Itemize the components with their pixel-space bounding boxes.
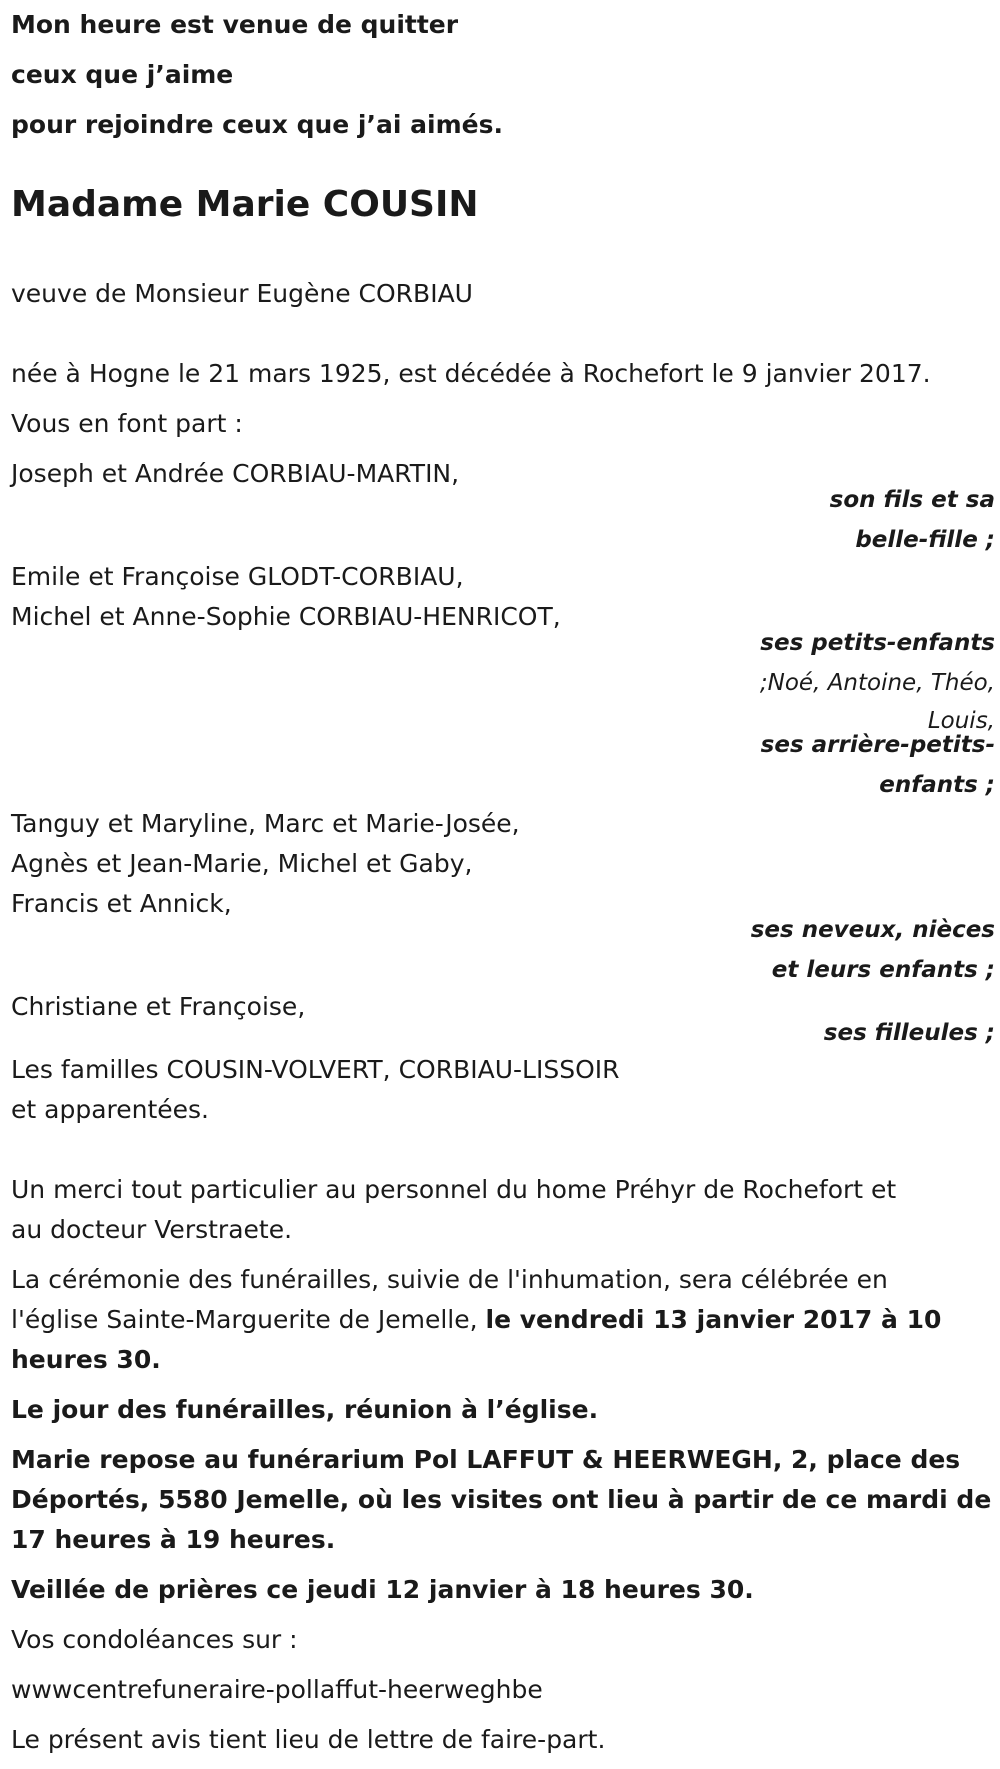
family-grandchild: Michel et Anne-Sophie CORBIAU-HENRICOT, bbox=[11, 602, 561, 631]
role-great-grandchildren: enfants ; bbox=[879, 772, 995, 798]
family-nephews: Francis et Annick, bbox=[11, 889, 232, 918]
ceremony-place: l'église Sainte-Marguerite de Jemelle, bbox=[11, 1305, 486, 1334]
widow-of: veuve de Monsieur Eugène CORBIAU bbox=[11, 279, 473, 308]
role-son: belle-fille ; bbox=[855, 527, 995, 553]
thanks-line: Un merci tout particulier au personnel du home Préhyr de Rochefort et bbox=[11, 1175, 897, 1204]
announce: Vous en font part : bbox=[11, 409, 243, 438]
epigraph-line: Mon heure est venue de quitter bbox=[11, 10, 459, 39]
great-grandchildren-names: Louis, bbox=[927, 708, 995, 734]
role-great-grandchildren: ses arrière-petits- bbox=[760, 732, 995, 758]
ceremony-time: heures 30. bbox=[11, 1345, 161, 1374]
visitation-line: Marie repose au funérarium Pol LAFFUT & HEERWEGH, 2, place des bbox=[11, 1445, 961, 1474]
family-families: Les familles COUSIN-VOLVERT, CORBIAU-LISSOIR bbox=[11, 1055, 620, 1084]
closing-note: Le présent avis tient lieu de lettre de faire-part. bbox=[11, 1725, 606, 1754]
epigraph-line: ceux que j’aime bbox=[11, 60, 234, 89]
thanks-line: au docteur Verstraete. bbox=[11, 1215, 293, 1244]
role-son: son fils et sa bbox=[829, 487, 995, 513]
family-families: et apparentées. bbox=[11, 1095, 209, 1124]
family-nephews: Tanguy et Maryline, Marc et Marie-Josée, bbox=[11, 809, 520, 838]
meeting: Le jour des funérailles, réunion à l’église. bbox=[11, 1395, 599, 1424]
ceremony-date: le vendredi 13 janvier 2017 à 10 bbox=[485, 1305, 942, 1334]
role-nephews: et leurs enfants ; bbox=[771, 957, 995, 983]
family-son: Joseph et Andrée CORBIAU-MARTIN, bbox=[11, 459, 460, 488]
birth-death: née à Hogne le 21 mars 1925, est décédée à Rochefort le 9 janvier 2017. bbox=[11, 359, 931, 388]
ceremony-line: La cérémonie des funérailles, suivie de l'inhumation, sera célébrée en bbox=[11, 1265, 888, 1294]
condolences-label: Vos condoléances sur : bbox=[11, 1625, 298, 1654]
ceremony-line bbox=[11, 1300, 941, 1340]
family-goddaughters: Christiane et Françoise, bbox=[11, 992, 306, 1021]
visitation-line: 17 heures à 19 heures. bbox=[11, 1525, 336, 1554]
visitation-line: Déportés, 5580 Jemelle, où les visites ont lieu à partir de ce mardi de bbox=[11, 1485, 992, 1514]
role-goddaughters: ses filleules ; bbox=[823, 1020, 995, 1046]
great-grandchildren-names: ;Noé, Antoine, Théo, bbox=[759, 670, 995, 696]
website-link[interactable]: wwwcentrefuneraire-pollaffut-heerweghbe bbox=[11, 1675, 543, 1704]
deceased-name: Madame Marie COUSIN bbox=[11, 184, 479, 225]
role-nephews: ses neveux, nièces bbox=[750, 917, 995, 943]
vigil: Veillée de prières ce jeudi 12 janvier à 18 heures 30. bbox=[11, 1575, 754, 1604]
family-grandchild: Emile et Françoise GLODT-CORBIAU, bbox=[11, 562, 464, 591]
role-grandchildren: ses petits-enfants bbox=[760, 630, 995, 656]
family-nephews: Agnès et Jean-Marie, Michel et Gaby, bbox=[11, 849, 473, 878]
epigraph-line: pour rejoindre ceux que j’ai aimés. bbox=[11, 110, 503, 139]
